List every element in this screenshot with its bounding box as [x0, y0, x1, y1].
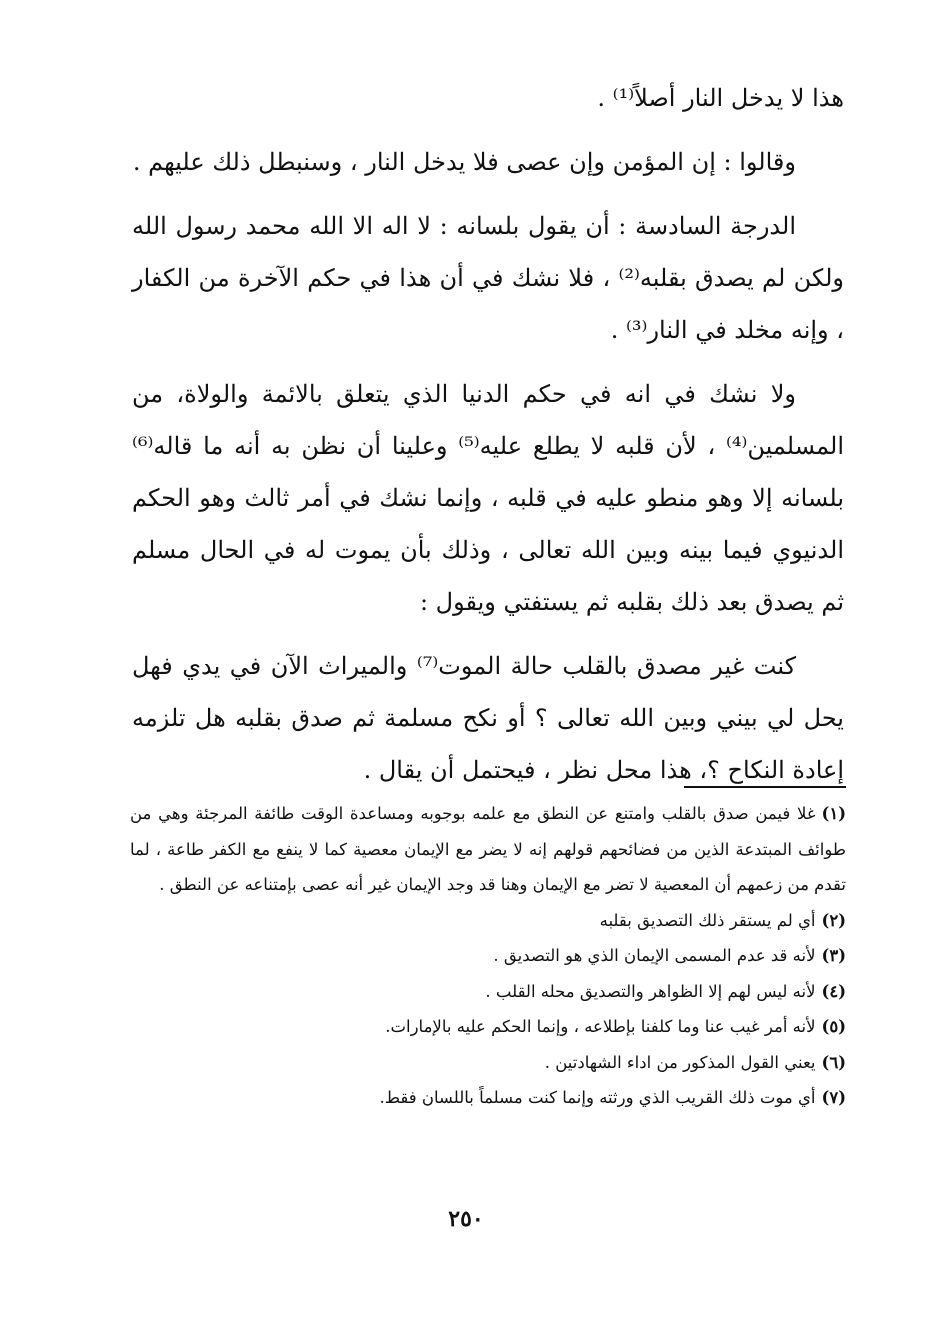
footnote-separator — [684, 786, 846, 788]
footnote-4 — [130, 974, 846, 1010]
footnote-number: (٥) — [821, 1017, 846, 1036]
paragraph-3: الدرجة السادسة : أن يقول بلسانه : لا اله الا الله محمد رسول الله ولكن لم يصدق بقلبه⁽²⁾ ، فلا نشك في أن هذا في حكم الآخرة من الكفار ، وإنه مخلد في النار⁽³⁾ . — [132, 212, 845, 344]
footnote-text: غلا فيمن صدق بالقلب وامتنع عن النطق مع علمه بوجوبه ومساعدة الوقت طائفة المرجئة وهي من طوائف المبتدعة الذين من فضائحهم قولهم إنه لا يضر مع الإيمان معصية كما لا ينفع مع الكفر طاعة ، لما تقدم من زعمهم أن المعصية لا تضر مع الإيمان وهنا قد وجد الإيمان غير أنه عصى بإمتناعه عن النطق . — [130, 804, 846, 894]
footnote-text: لأنه ليس لهم إلا الظواهر والتصديق محله القلب . — [485, 981, 816, 1001]
footnote-6 — [130, 1045, 846, 1081]
page-number: ٢٥٠ — [448, 1206, 484, 1232]
footnote-number: (١) — [821, 804, 846, 823]
footnote-number: (٣) — [821, 946, 846, 965]
footnote-text: لأنه أمر غيب عنا وما كلفنا بإطلاعه ، وإنما الحكم عليه بالإمارات. — [385, 1017, 816, 1036]
footnote-number: (٦) — [821, 1052, 846, 1072]
footnote-7 — [130, 1080, 846, 1116]
footnote-text: يعني القول المذكور من اداء الشهادتين . — [544, 1052, 816, 1072]
footnote-3 — [130, 938, 846, 974]
footnote-1 — [130, 796, 846, 903]
paragraph-1: هذا لا يدخل النار أصلاً⁽¹⁾ . — [597, 84, 844, 112]
paragraph-5: كنت غير مصدق بالقلب حالة الموت⁽⁷⁾ والميراث الآن في يدي فهل يحل لي بيني وبين الله تعالى ؟ أو نكح مسلمة ثم صدق بقلبه هل تلزمه إعادة النكاح ؟، هذا محل نظر ، فيحتمل أن يقال . — [132, 652, 844, 784]
footnote-number: (٢) — [821, 910, 846, 930]
footnote-number: (٧) — [821, 1088, 846, 1107]
footnote-text: أي لم يستقر ذلك التصديق بقلبه — [599, 910, 816, 930]
footnote-2 — [130, 903, 846, 939]
footnotes — [130, 796, 846, 1116]
footnote-text: لأنه قد عدم المسمى الإيمان الذي هو التصديق . — [493, 946, 816, 965]
footnote-number: (٤) — [821, 981, 846, 1001]
footnote-5 — [130, 1009, 846, 1045]
main-text — [132, 72, 844, 806]
paragraph-4: ولا نشك في انه في حكم الدنيا الذي يتعلق بالائمة والولاة، من المسلمين⁽⁴⁾ ، لأن قلبه لا يطلع عليه⁽⁵⁾ وعلينا أن نظن به أنه ما قاله⁽⁶⁾ بلسانه إلا وهو منطو عليه في قلبه ، وإنما نشك في أمر ثالث وهو الحكم الدنيوي فيما بينه وبين الله تعالى ، وذلك بأن يموت له في الحال مسلم ثم يصدق بعد ذلك بقلبه ثم يستفتي ويقول : — [132, 380, 845, 616]
footnote-text: أي موت ذلك القريب الذي ورثته وإنما كنت مسلماً باللسان فقط. — [379, 1088, 816, 1107]
paragraph-2: وقالوا : إن المؤمن وإن عصى فلا يدخل النار ، وسنبطل ذلك عليهم . — [132, 148, 796, 176]
